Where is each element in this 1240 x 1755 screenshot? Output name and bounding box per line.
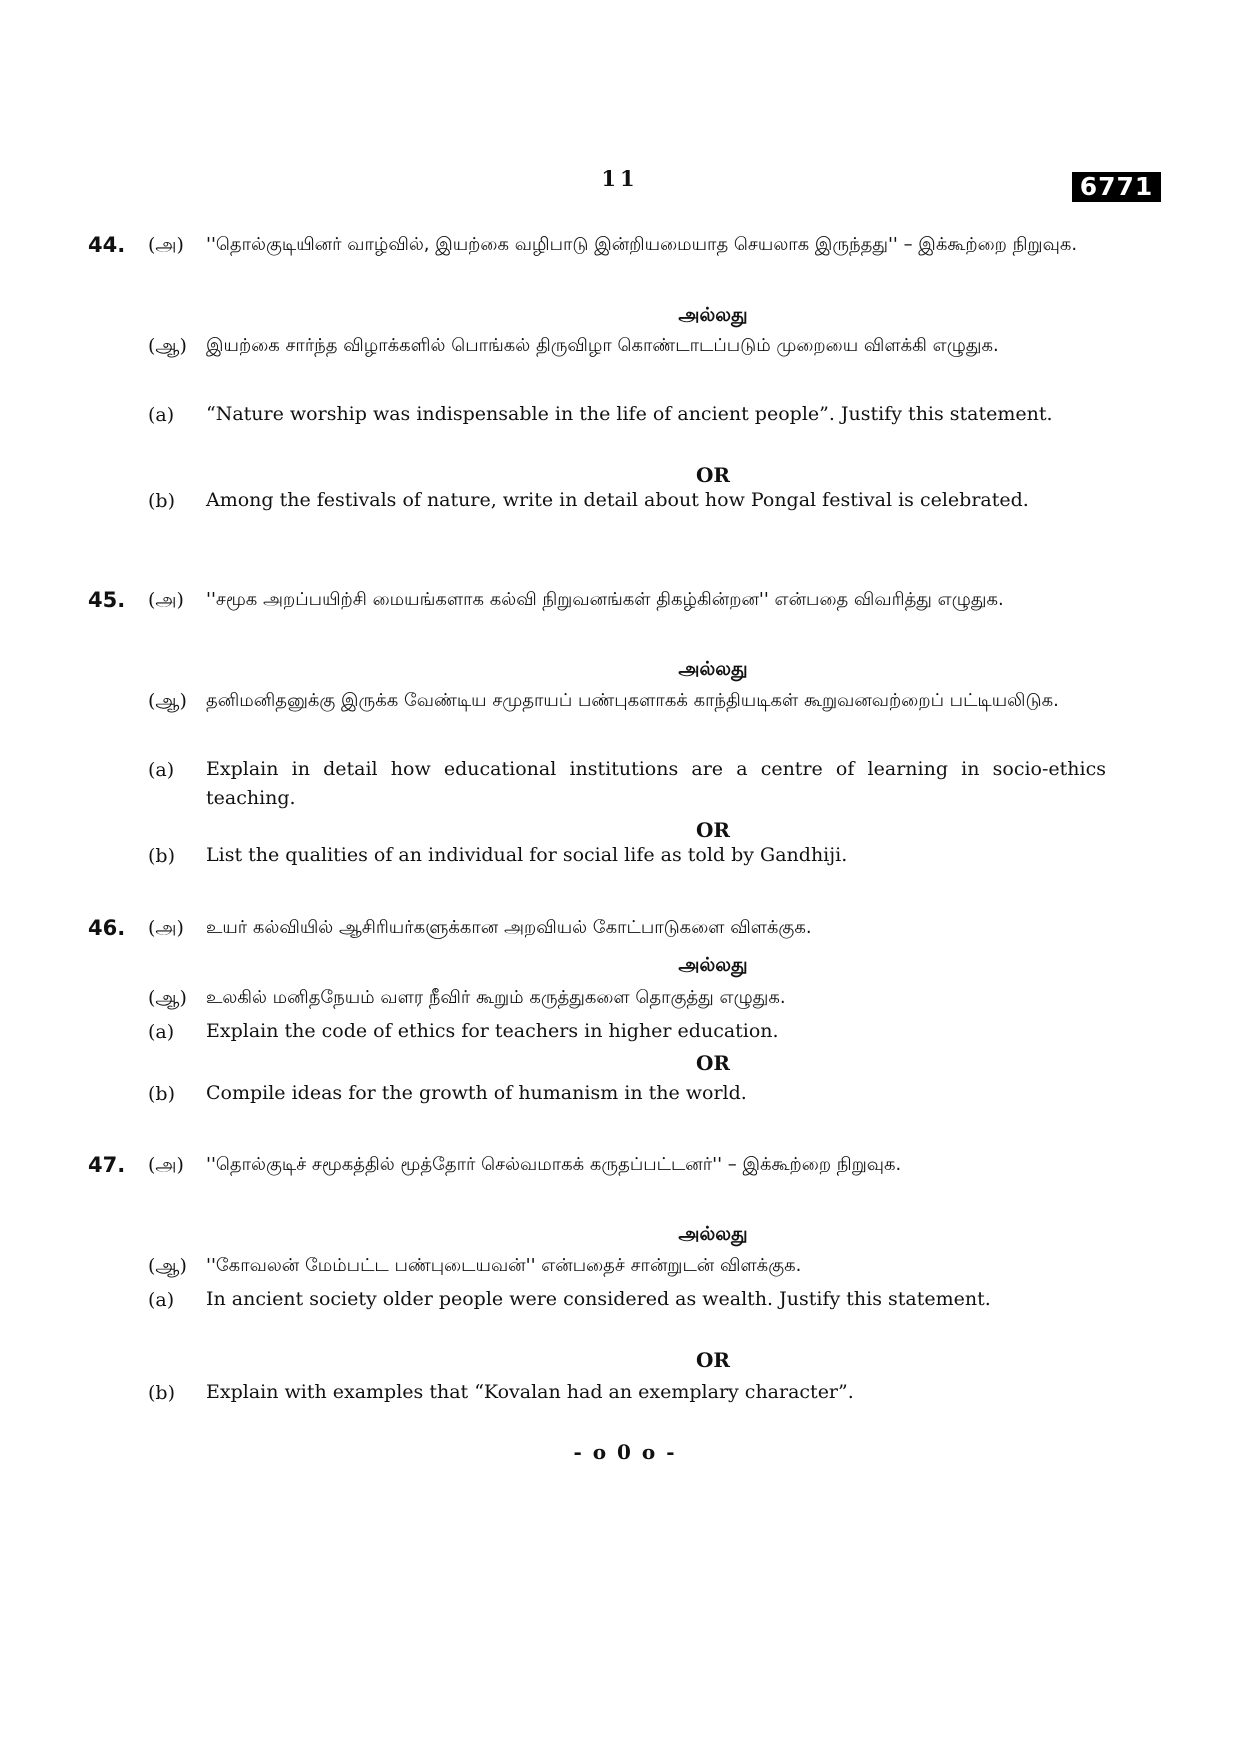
page-number: 11 (601, 166, 639, 191)
option-label: (ஆ) (148, 690, 187, 712)
option-text: இயற்கை சார்ந்த விழாக்களில் பொங்கல் திருவிழா கொண்டாடப்படும் முறையை விளக்கி எழுதுக. (206, 335, 999, 356)
option-label: (ஆ) (148, 1255, 187, 1277)
question-number: 47. (88, 1153, 126, 1177)
option-text: உயர் கல்வியில் ஆசிரியர்களுக்கான அறவியல் கோட்பாடுகளை விளக்குக. (206, 917, 812, 938)
question-number: 44. (88, 233, 126, 257)
option-text: Explain the code of ethics for teachers in higher education. (206, 1020, 779, 1042)
option-text: ''சமூக அறப்பயிற்சி மையங்களாக கல்வி நிறுவனங்கள் திகழ்கின்றன'' என்பதை விவரித்து எழுதுக. (206, 589, 1004, 610)
option-label: (a) (148, 1289, 175, 1311)
tamil-or-separator: அல்லது (678, 304, 748, 326)
option-label: (b) (148, 1083, 175, 1105)
option-label: (a) (148, 404, 175, 426)
option-label: (அ) (148, 589, 184, 611)
option-text: ''கோவலன் மேம்பட்ட பண்புடையவன்'' என்பதைச் சான்றுடன் விளக்குக. (206, 1255, 802, 1276)
option-label: (b) (148, 845, 175, 867)
option-label: (ஆ) (148, 987, 187, 1009)
option-label: (அ) (148, 917, 184, 939)
option-label: (b) (148, 1382, 175, 1404)
english-or-separator: OR (695, 1051, 731, 1075)
option-text: Compile ideas for the growth of humanism in the world. (206, 1082, 747, 1104)
option-text: Among the festivals of nature, write in detail about how Pongal festival is celebrated. (206, 489, 1029, 511)
option-label: (a) (148, 1021, 175, 1043)
option-text: ''தொல்குடிச் சமூகத்தில் மூத்தோர் செல்வமாகக் கருதப்பட்டனர்'' – இக்கூற்றை நிறுவுக. (206, 1154, 902, 1175)
question-number: 46. (88, 916, 126, 940)
option-text: Explain with examples that “Kovalan had an exemplary character”. (206, 1381, 854, 1403)
english-or-separator: OR (695, 463, 731, 487)
option-text: In ancient society older people were considered as wealth. Justify this statement. (206, 1288, 991, 1310)
tamil-or-separator: அல்லது (678, 658, 748, 680)
tamil-or-separator: அல்லது (678, 954, 748, 976)
question-number: 45. (88, 588, 126, 612)
option-label: (a) (148, 759, 175, 781)
tamil-or-separator: அல்லது (678, 1223, 748, 1245)
option-label: (ஆ) (148, 335, 187, 357)
end-of-paper-mark: - o 0 o - (573, 1440, 677, 1464)
option-label: (அ) (148, 234, 184, 256)
english-or-separator: OR (695, 1348, 731, 1372)
option-text: உலகில் மனிதநேயம் வளர நீவிர் கூறும் கருத்துகளை தொகுத்து எழுதுக. (206, 987, 786, 1008)
paper-code-badge: 6771 (1072, 172, 1161, 202)
option-text: List the qualities of an individual for social life as told by Gandhiji. (206, 844, 848, 866)
option-label: (b) (148, 490, 175, 512)
option-text: “Nature worship was indispensable in the life of ancient people”. Justify this statement. (206, 403, 1053, 425)
english-or-separator: OR (695, 818, 731, 842)
option-label: (அ) (148, 1154, 184, 1176)
option-text: தனிமனிதனுக்கு இருக்க வேண்டிய சமுதாயப் பண்புகளாகக் காந்தியடிகள் கூறுவனவற்றைப் பட்டியலிடுக. (206, 690, 1059, 711)
option-text: ''தொல்குடியினர் வாழ்வில், இயற்கை வழிபாடு இன்றியமையாத செயலாக இருந்தது'' – இக்கூற்றை நிறுவுக. (206, 234, 1078, 255)
option-text: Explain in detail how educational institutions are a centre of learning in socio-ethics teaching. (206, 758, 1106, 809)
